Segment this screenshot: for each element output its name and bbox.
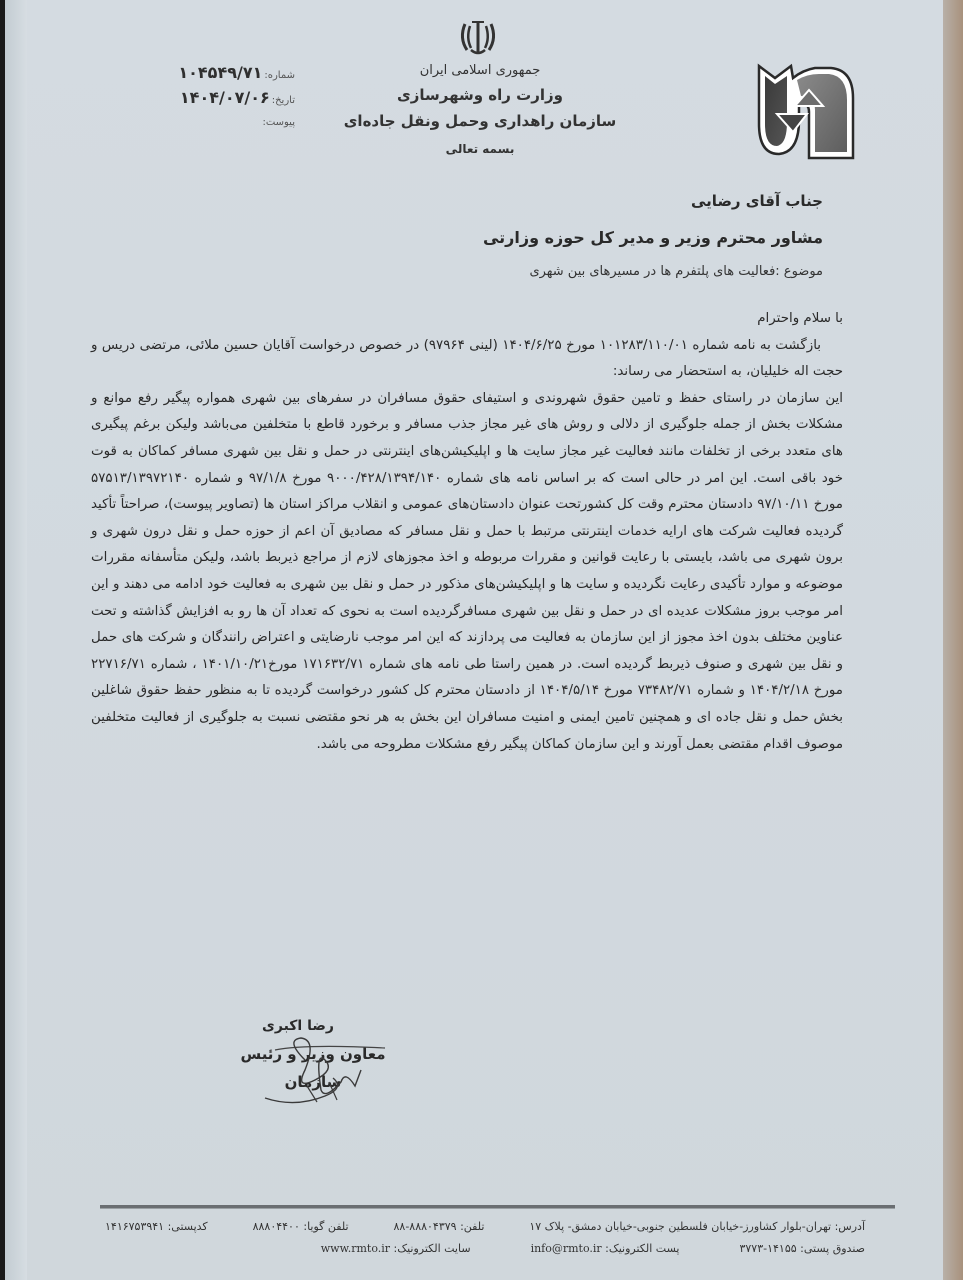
email-label: پست الکترونیک:	[605, 1242, 680, 1255]
iran-emblem-icon	[455, 18, 501, 58]
attachment-label: پیوست:	[262, 117, 295, 128]
phone-value: ۸۸۸۰۴۳۷۹-۸۸	[393, 1220, 457, 1233]
greeting: با سلام واحترام	[757, 311, 843, 326]
background-surface-right	[943, 0, 963, 1280]
letter-date-row	[125, 87, 295, 112]
letter-number-row	[125, 62, 295, 87]
letter-body	[91, 306, 843, 758]
po-box-value: ۱۴۱۵۵-۳۷۷۳	[739, 1242, 797, 1255]
website-label: سایت الکترونیک:	[393, 1242, 471, 1255]
attachment-row	[125, 112, 295, 134]
letter-meta	[125, 62, 295, 134]
footer-row-2	[105, 1238, 865, 1260]
footer-row-1	[105, 1216, 865, 1238]
website-value: www.rmto.ir	[320, 1242, 391, 1255]
po-box-label: صندوق پستی:	[800, 1242, 865, 1255]
signatory-name: رضا اکبری	[262, 1018, 334, 1034]
address-label: آدرس:	[834, 1220, 865, 1233]
addressee-title: مشاور محترم وزیر و مدیر کل حوزه وزارتی	[482, 228, 823, 247]
postal-code-value: ۱۴۱۶۷۵۳۹۴۱	[105, 1220, 165, 1233]
letter-document	[5, 0, 943, 1280]
letter-subject: موضوع :فعالیت های پلتفرم ها در مسیرهای بین شهری	[529, 264, 823, 279]
footer-phone	[393, 1216, 484, 1238]
letter-number: ۱۰۴۵۴۹/۷۱	[178, 63, 263, 82]
address-value: تهران-بلوار کشاورز-خیابان فلسطین جنوبی-خیابان دمشق- پلاک ۱۷	[529, 1220, 832, 1233]
ministry-name: وزارت راه وشهرسازی	[397, 86, 563, 104]
republic-name: جمهوری اسلامی ایران	[419, 63, 541, 78]
invocation: بسمه تعالی	[445, 142, 515, 156]
footer-postal-code	[105, 1216, 208, 1238]
addressee-name: جناب آقای رضایی	[691, 192, 823, 210]
talking-phone-label: تلفن گویا:	[303, 1220, 349, 1233]
letter-footer	[105, 1216, 865, 1260]
footer-talking-phone	[253, 1216, 349, 1238]
letter-date-label: تاریخ:	[271, 95, 295, 106]
body-paragraph-2: این سازمان در راستای حفظ و تامین حقوق شهروندی و استیفای حقوق مسافران در سفرهای بین شهری همواره پیگیر رفع موانع و مشکلات بخش از جمله جلوگیری از دلالی و روش های غیر مجاز جذب مسافر و برخورد قاطع با متخلفین می‌باشد ولیکن برغم پیگیری های متعدد برخی از تخلفات مانند فعالیت غیر مجاز سایت ها و اپلیکیشن‌های اینترنتی در حمل و نقل بین شهری مسافر کماکان به قوت خود باقی است. این امر در حالی است که بر اساس نامه های شماره ۹۰۰۰/۴۲۸/۱۳۹۴/۱۴۰ مورخ ۹۷/۱/۸ و شماره ۵۷۵۱۳/۱۳۹۷۲۱۴۰ مورخ ۹۷/۱۰/۱۱ دادستان محترم وقت کل کشورتحت عنوان دادستان‌های عمومی و انقلاب مراکز استان ها (تصاویر پیوست)، صراحتاً تأکید گردیده فعالیت شرکت های ارایه خدمات اینترنتی مرتبط با حمل و نقل مسافر که مصادیق آن اعم از حوزه حمل و نقل درون شهری و برون شهری می باشد، بایستی با رعایت قوانین و مقررات مربوطه و اخذ مجوزهای لازم از مراجع ذیربط باشد، ولیکن متأسفانه مقررات موضوعه و موارد تأکیدی رعایت نگردیده و سایت ها و اپلیکیشن‌های مذکور در حمل و نقل بین شهری به فعالیت خود ادامه می دهند و این امر موجب بروز مشکلات عدیده ای در حمل و نقل بین شهری مسافرگردیده است به نحوی که تعداد آن ها رو به افزایش گذاشته و تحت عناوین مختلف بدون اخذ مجوز از این سازمان به فعالیت می پردازند که این امر موجب نارضایتی و اعتراض رانندگان و شرکت های حمل و نقل بین شهری و صنوف ذیربط گردیده است. در همین راستا طی نامه های شماره ۱۷۱۶۳۲/۷۱ مورخ۱۴۰۱/۱۰/۲۱ ، شماره ۲۲۷۱۶/۷۱ مورخ ۱۴۰۴/۲/۱۸ و شماره ۷۳۴۸۲/۷۱ مورخ ۱۴۰۴/۵/۱۴ از دادستان محترم کل کشور درخواست گردیده تا به منظور حفظ حقوق شاغلین بخش حمل و نقل جاده ای و همچنین تامین ایمنی و امنیت مسافران این بخش به هر نحو مقتضی نسبت به جلوگیری از فعالیت متخلفین موصوف اقدام مقتضی بعمل آورند و این سازمان کماکان پیگیر رفع مشکلات مطروحه می باشد.	[91, 390, 844, 752]
phone-label: تلفن:	[460, 1220, 485, 1233]
footer-po-box	[739, 1238, 865, 1260]
talking-phone-value: ۸۸۸۰۴۴۰۰	[252, 1220, 300, 1233]
letter-page	[5, 0, 943, 1280]
letter-date: ۱۴۰۴/۰۷/۰۶	[179, 88, 270, 107]
footer-email	[531, 1238, 680, 1260]
postal-code-label: کدپستی:	[167, 1220, 208, 1233]
footer-address	[529, 1216, 865, 1238]
letter-number-label: شماره:	[264, 70, 295, 81]
handwritten-signature-icon	[245, 1030, 395, 1110]
rmto-logo-icon	[753, 62, 857, 160]
signatory-title: معاون وزیر و رئیس سازمان	[240, 1045, 386, 1091]
organization-name: سازمان راهداری وحمل ونقل جاده‌ای	[343, 112, 617, 130]
footer-website	[321, 1238, 471, 1260]
email-value: info@rmto.ir	[530, 1242, 602, 1255]
letterhead	[315, 60, 645, 164]
footer-divider	[100, 1205, 895, 1209]
addressee-block	[223, 186, 823, 284]
body-paragraph-1: بازگشت به نامه شماره ۱۰۱۲۸۳/۱۱۰/۰۱ مورخ ۱۴۰۴/۶/۲۵ (لینی ۹۷۹۶۴) در خصوص درخواست آقایان حسین ملائی، مرتضی دریس و حجت اله خلیلیان، به استحضار می رساند:	[91, 337, 843, 380]
